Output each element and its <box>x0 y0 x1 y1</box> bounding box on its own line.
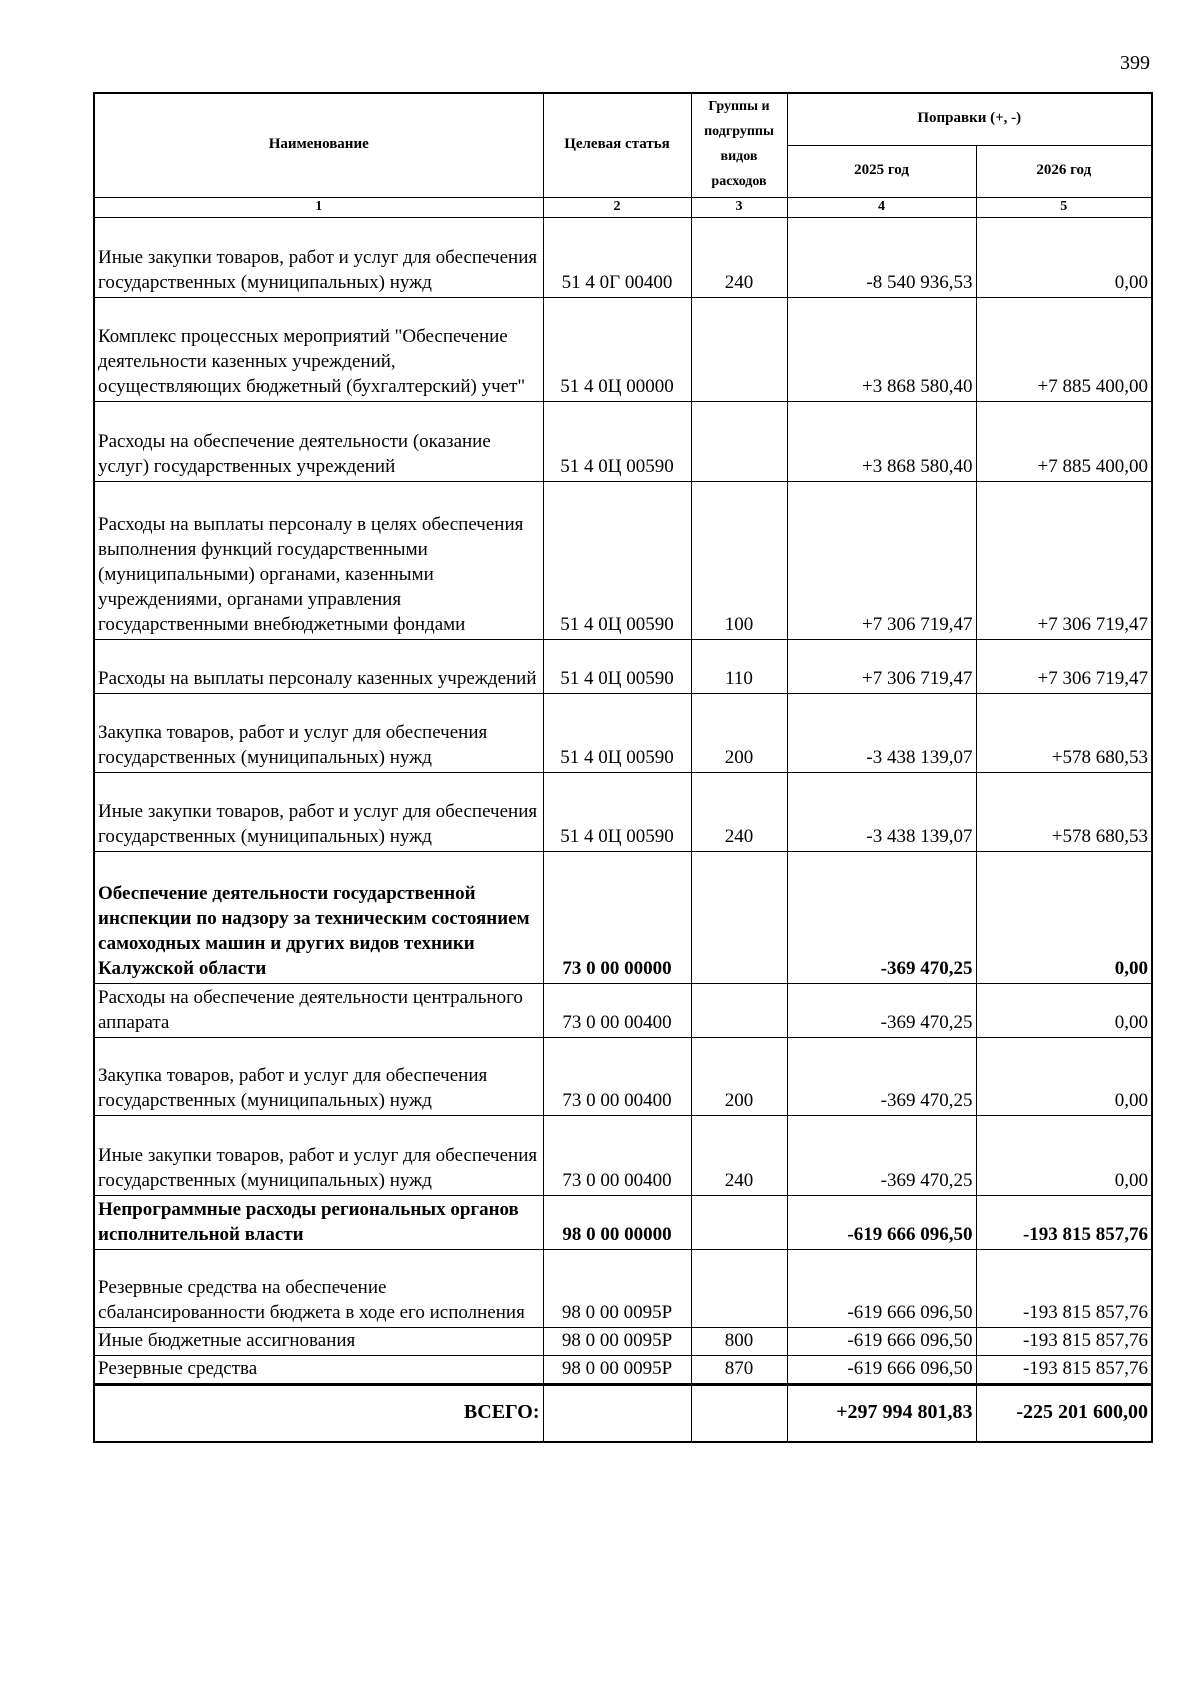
table-row <box>94 851 1152 983</box>
total-2025: +297 994 801,83 <box>787 1384 976 1442</box>
row-2026: +578 680,53 <box>976 693 1152 772</box>
budget-amendments-table <box>93 92 1153 1443</box>
row-2026: +7 306 719,47 <box>976 639 1152 693</box>
row-2026: -193 815 857,76 <box>976 1249 1152 1327</box>
table-row <box>94 1355 1152 1384</box>
row-code: 98 0 00 0095Р <box>543 1355 691 1384</box>
row-name: Расходы на выплаты персоналу казенных учреждений <box>94 639 543 693</box>
row-2025: -3 438 139,07 <box>787 772 976 851</box>
column-number: 5 <box>976 197 1152 217</box>
row-2025: -619 666 096,50 <box>787 1195 976 1249</box>
table-row <box>94 1115 1152 1195</box>
row-code: 51 4 0Ц 00590 <box>543 481 691 639</box>
column-number: 3 <box>691 197 787 217</box>
row-name: Закупка товаров, работ и услуг для обеспечения государственных (муниципальных) нужд <box>94 1037 543 1115</box>
row-2026: 0,00 <box>976 217 1152 297</box>
table-row <box>94 693 1152 772</box>
row-group <box>691 1249 787 1327</box>
header-amendments: Поправки (+, -) <box>787 93 1152 145</box>
row-2025: -619 666 096,50 <box>787 1355 976 1384</box>
row-group <box>691 983 787 1037</box>
row-name: Обеспечение деятельности государственной инспекции по надзору за техническим состоянием самоходных машин и других видов техники Калужской области <box>94 851 543 983</box>
row-name: Резервные средства <box>94 1355 543 1384</box>
row-2025: -619 666 096,50 <box>787 1327 976 1355</box>
row-name: Иные закупки товаров, работ и услуг для обеспечения государственных (муниципальных) нужд <box>94 217 543 297</box>
row-code: 51 4 0Ц 00590 <box>543 639 691 693</box>
row-2025: +7 306 719,47 <box>787 481 976 639</box>
row-name: Иные закупки товаров, работ и услуг для обеспечения государственных (муниципальных) нужд <box>94 1115 543 1195</box>
row-name: Непрограммные расходы региональных органов исполнительной власти <box>94 1195 543 1249</box>
row-2025: -3 438 139,07 <box>787 693 976 772</box>
row-code: 98 0 00 0095Р <box>543 1327 691 1355</box>
table-row <box>94 401 1152 481</box>
row-name: Иные закупки товаров, работ и услуг для обеспечения государственных (муниципальных) нужд <box>94 772 543 851</box>
row-code: 73 0 00 00000 <box>543 851 691 983</box>
total-row <box>94 1384 1152 1442</box>
row-code: 98 0 00 00000 <box>543 1195 691 1249</box>
row-2026: 0,00 <box>976 1037 1152 1115</box>
header-2025: 2025 год <box>787 145 976 197</box>
row-name: Комплекс процессных мероприятий "Обеспечение деятельности казенных учреждений, осуществляющих бюджетный (бухгалтерский) учет" <box>94 297 543 401</box>
row-2026: +578 680,53 <box>976 772 1152 851</box>
row-code: 51 4 0Ц 00000 <box>543 297 691 401</box>
total-label: ВСЕГО: <box>94 1384 543 1442</box>
table-row <box>94 1195 1152 1249</box>
row-2026: -193 815 857,76 <box>976 1195 1152 1249</box>
row-2025: -369 470,25 <box>787 983 976 1037</box>
row-group: 240 <box>691 1115 787 1195</box>
row-2026: 0,00 <box>976 1115 1152 1195</box>
table-row <box>94 639 1152 693</box>
total-2026: -225 201 600,00 <box>976 1384 1152 1442</box>
row-code: 73 0 00 00400 <box>543 1115 691 1195</box>
row-2026: +7 885 400,00 <box>976 297 1152 401</box>
row-name: Расходы на выплаты персоналу в целях обеспечения выполнения функций государственными (муниципальными) органами, казенными учреждениями, органами управления государственными внебюджетными фондами <box>94 481 543 639</box>
row-code: 51 4 0Ц 00590 <box>543 401 691 481</box>
table-row <box>94 481 1152 639</box>
column-number: 2 <box>543 197 691 217</box>
row-2026: +7 306 719,47 <box>976 481 1152 639</box>
table-row <box>94 1327 1152 1355</box>
row-code: 51 4 0Ц 00590 <box>543 772 691 851</box>
row-group: 240 <box>691 772 787 851</box>
row-code: 51 4 0Г 00400 <box>543 217 691 297</box>
table-row <box>94 217 1152 297</box>
row-2026: 0,00 <box>976 851 1152 983</box>
row-name: Иные бюджетные ассигнования <box>94 1327 543 1355</box>
row-group: 240 <box>691 217 787 297</box>
row-2025: -369 470,25 <box>787 1037 976 1115</box>
row-2026: +7 885 400,00 <box>976 401 1152 481</box>
row-name: Закупка товаров, работ и услуг для обеспечения государственных (муниципальных) нужд <box>94 693 543 772</box>
row-group <box>691 851 787 983</box>
row-group: 800 <box>691 1327 787 1355</box>
row-2025: -369 470,25 <box>787 1115 976 1195</box>
table-row <box>94 772 1152 851</box>
table-row <box>94 297 1152 401</box>
header-target: Целевая статья <box>543 93 691 197</box>
row-2025: -369 470,25 <box>787 851 976 983</box>
table-row <box>94 1037 1152 1115</box>
row-2026: -193 815 857,76 <box>976 1355 1152 1384</box>
page-number: 399 <box>1120 52 1150 74</box>
header-2026: 2026 год <box>976 145 1152 197</box>
row-group <box>691 297 787 401</box>
column-number: 1 <box>94 197 543 217</box>
row-2026: 0,00 <box>976 983 1152 1037</box>
total-code-empty <box>543 1384 691 1442</box>
row-group: 870 <box>691 1355 787 1384</box>
row-group: 100 <box>691 481 787 639</box>
column-number: 4 <box>787 197 976 217</box>
row-name: Расходы на обеспечение деятельности (оказание услуг) государственных учреждений <box>94 401 543 481</box>
row-2026: -193 815 857,76 <box>976 1327 1152 1355</box>
row-group <box>691 1195 787 1249</box>
table-row <box>94 1249 1152 1327</box>
row-2025: -619 666 096,50 <box>787 1249 976 1327</box>
row-name: Резервные средства на обеспечение сбалансированности бюджета в ходе его исполнения <box>94 1249 543 1327</box>
row-2025: +3 868 580,40 <box>787 297 976 401</box>
row-code: 73 0 00 00400 <box>543 1037 691 1115</box>
row-2025: +3 868 580,40 <box>787 401 976 481</box>
table-row <box>94 983 1152 1037</box>
total-group-empty <box>691 1384 787 1442</box>
row-group: 200 <box>691 1037 787 1115</box>
header-groups: Группы и подгруппы видов расходов <box>691 93 787 197</box>
row-group: 110 <box>691 639 787 693</box>
row-2025: -8 540 936,53 <box>787 217 976 297</box>
row-name: Расходы на обеспечение деятельности центрального аппарата <box>94 983 543 1037</box>
row-group <box>691 401 787 481</box>
row-code: 98 0 00 0095Р <box>543 1249 691 1327</box>
row-2025: +7 306 719,47 <box>787 639 976 693</box>
row-group: 200 <box>691 693 787 772</box>
row-code: 51 4 0Ц 00590 <box>543 693 691 772</box>
header-name: Наименование <box>94 93 543 197</box>
row-code: 73 0 00 00400 <box>543 983 691 1037</box>
